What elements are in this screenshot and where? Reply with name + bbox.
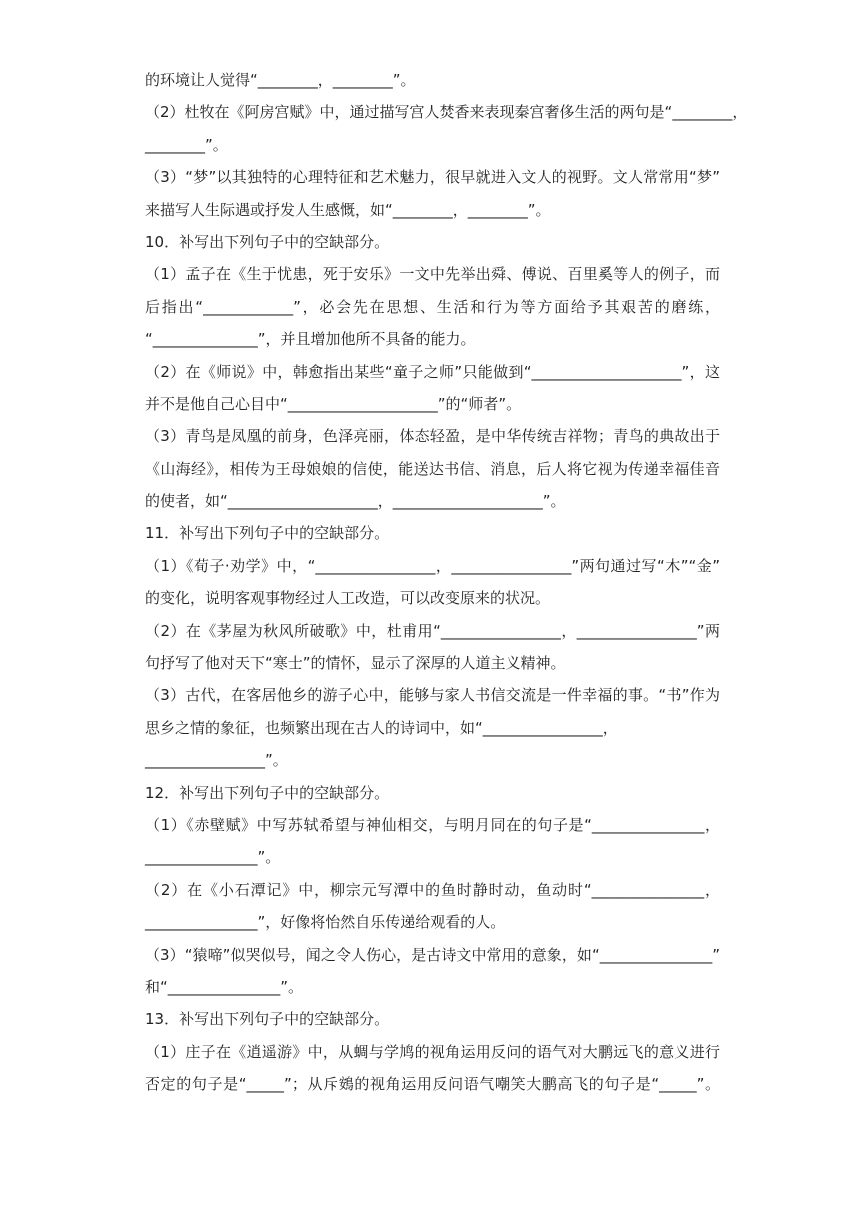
text-line: ________”。	[145, 135, 228, 154]
text-line: （1）《赤壁赋》中写苏轼希望与神仙相交，与明月同在的句子是“_______________，	[145, 815, 720, 834]
text-line: 否定的句子是“_____”；从斥鴳的视角运用反问语气嘲笑大鹏高飞的句子是“_____”。	[145, 1075, 720, 1094]
text-line: 《山海经》，相传为王母娘娘的信使，能送达书信、消息，后人将它视为传递幸福佳音	[145, 459, 720, 478]
text-line: _______________”，好像将怡然自乐传递给观看的人。	[145, 913, 506, 932]
text-line: （3）“猿啼”似哭似号，闻之令人伤心，是古诗文中常用的意象，如“_______________”	[145, 945, 720, 964]
text-line: _______________”。	[145, 848, 281, 867]
question-heading: 10．补写出下列句子中的空缺部分。	[145, 232, 390, 251]
text-line: 和“_______________”。	[145, 977, 304, 996]
text-line: （3）“梦”以其独特的心理特征和艺术魅力，很早就进入文人的视野。文人常常用“梦”	[145, 168, 720, 187]
text-line: 后指出“____________”，必会先在思想、生活和行为等方面给予其艰苦的磨练，	[145, 297, 720, 316]
question-heading: 12．补写出下列句子中的空缺部分。	[145, 783, 390, 802]
text-line: （2）在《小石潭记》中，柳宗元写潭中的鱼时静时动，鱼动时“_______________，	[145, 880, 720, 899]
text-line: 来描写人生际遇或抒发人生感慨，如“________，________”。	[145, 200, 551, 219]
text-line: 的变化，说明客观事物经过人工改造，可以改变原来的状况。	[145, 589, 551, 608]
text-line: （2）杜牧在《阿房宫赋》中，通过描写宫人焚香来表现秦宫奢侈生活的两句是“________，	[145, 103, 748, 122]
question-heading: 13．补写出下列句子中的空缺部分。	[145, 1010, 390, 1029]
text-line: （2）在《师说》中，韩愈指出某些“童子之师”只能做到“____________________”，这	[145, 362, 720, 381]
text-line: 并不是他自己心目中“____________________”的“师者”。	[145, 394, 522, 413]
text-line: （1）《荀子·劝学》中，“________________，________________”两句通过写“木”“金”	[145, 556, 720, 575]
question-heading: 11．补写出下列句子中的空缺部分。	[145, 524, 390, 543]
text-line: 句抒写了他对天下“寒士”的情怀，显示了深厚的人道主义精神。	[145, 654, 566, 673]
text-line: （3）青鸟是凤凰的前身，色泽亮丽，体态轻盈，是中华传统吉祥物；青鸟的典故出于	[145, 427, 720, 446]
text-line: 思乡之情的象征，也频繁出现在古人的诗词中，如“________________，	[145, 718, 618, 737]
text-line: （2）在《茅屋为秋风所破歌》中，杜甫用“________________，________________”两	[145, 621, 720, 640]
text-line: “______________”，并且增加他所不具备的能力。	[145, 330, 476, 349]
text-line: （1）孟子在《生于忧患，死于安乐》一文中先举出舜、傅说、百里奚等人的例子，而	[145, 265, 720, 284]
text-line: （1）庄子在《逍遥游》中，从蜩与学鸠的视角运用反问的语气对大鹏远飞的意义进行	[145, 1042, 720, 1061]
text-line: （3）古代，在客居他乡的游子心中，能够与家人书信交流是一件幸福的事。“书”作为	[145, 686, 720, 705]
text-line: ________________”。	[145, 751, 288, 770]
text-line: 的使者，如“____________________，____________________”。	[145, 492, 566, 511]
text-line: 的环境让人觉得“________，________”。	[145, 71, 416, 89]
